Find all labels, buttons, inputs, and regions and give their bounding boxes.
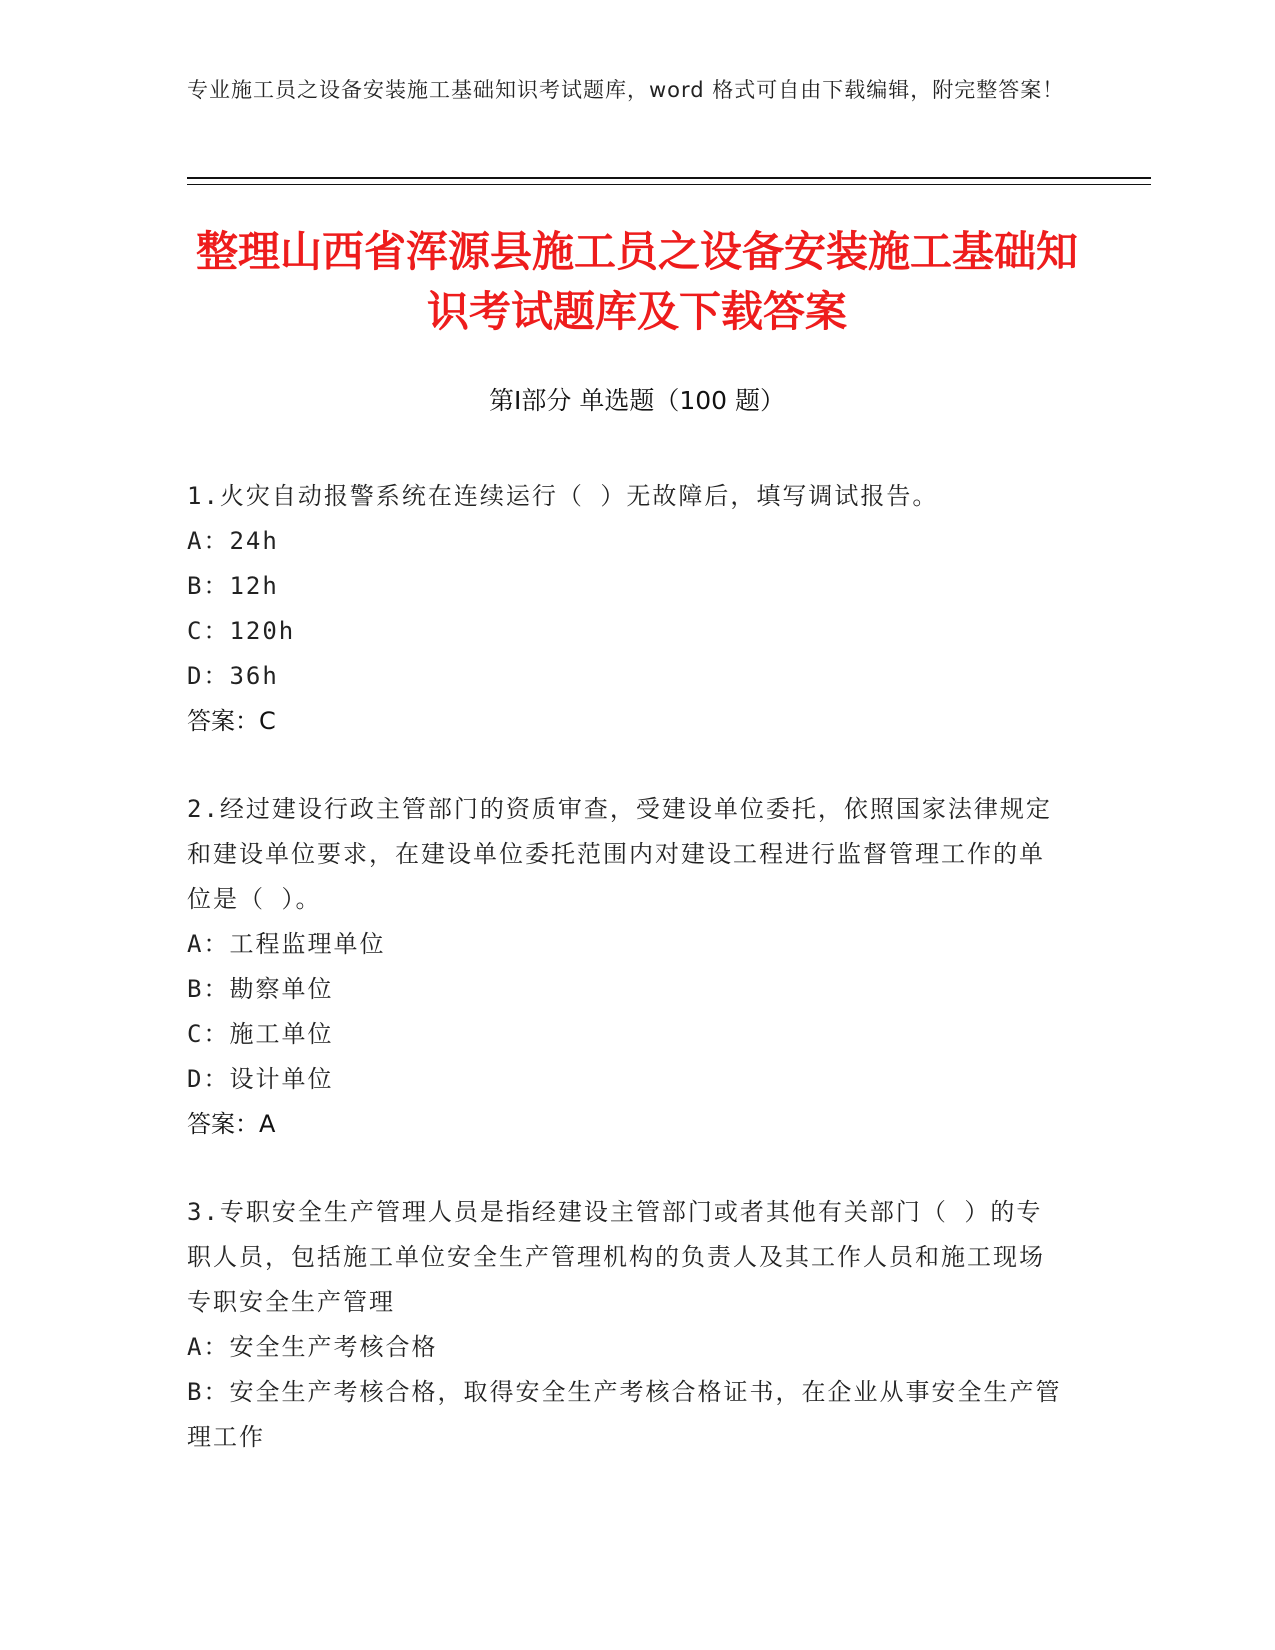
option-c: C：120h <box>187 617 296 645</box>
question-answer: 答案：C <box>187 707 276 735</box>
question-list <box>187 474 1067 1503</box>
question-2 <box>187 787 1067 1147</box>
header-rule-thin <box>187 184 1151 185</box>
question-stem: 1.火灾自动报警系统在连续运行（ ）无故障后，填写调试报告。 <box>187 482 939 510</box>
option-a: A：安全生产考核合格 <box>187 1333 438 1361</box>
question-stem: 2.经过建设行政主管部门的资质审查，受建设单位委托，依照国家法律规定和建设单位要求，在建设单位委托范围内对建设工程进行监督管理工作的单位是（ ）。 <box>187 795 1052 913</box>
question-stem: 3.专职安全生产管理人员是指经建设主管部门或者其他有关部门（ ）的专职人员，包括施工单位安全生产管理机构的负责人及其工作人员和施工现场专职安全生产管理 <box>187 1198 1045 1316</box>
option-b: B：安全生产考核合格，取得安全生产考核合格证书，在企业从事安全生产管理工作 <box>187 1378 1062 1451</box>
option-a: A：24h <box>187 527 279 555</box>
header-note: 专业施工员之设备安装施工基础知识考试题库，word 格式可自由下载编辑，附完整答案！ <box>187 78 1065 102</box>
question-3 <box>187 1190 1067 1460</box>
option-d: D：设计单位 <box>187 1065 334 1093</box>
question-answer: 答案：A <box>187 1110 276 1138</box>
option-a: A：工程监理单位 <box>187 930 386 958</box>
option-b: B：勘察单位 <box>187 975 334 1003</box>
header-rule-thick <box>187 177 1151 179</box>
option-d: D：36h <box>187 662 279 690</box>
document-title: 整理山西省浑源县施工员之设备安装施工基础知识考试题库及下载答案 <box>195 227 1078 336</box>
section-title: 第Ⅰ部分 单选题（100 题） <box>489 386 785 415</box>
question-1 <box>187 474 1067 744</box>
option-c: C：施工单位 <box>187 1020 334 1048</box>
option-b: B：12h <box>187 572 279 600</box>
